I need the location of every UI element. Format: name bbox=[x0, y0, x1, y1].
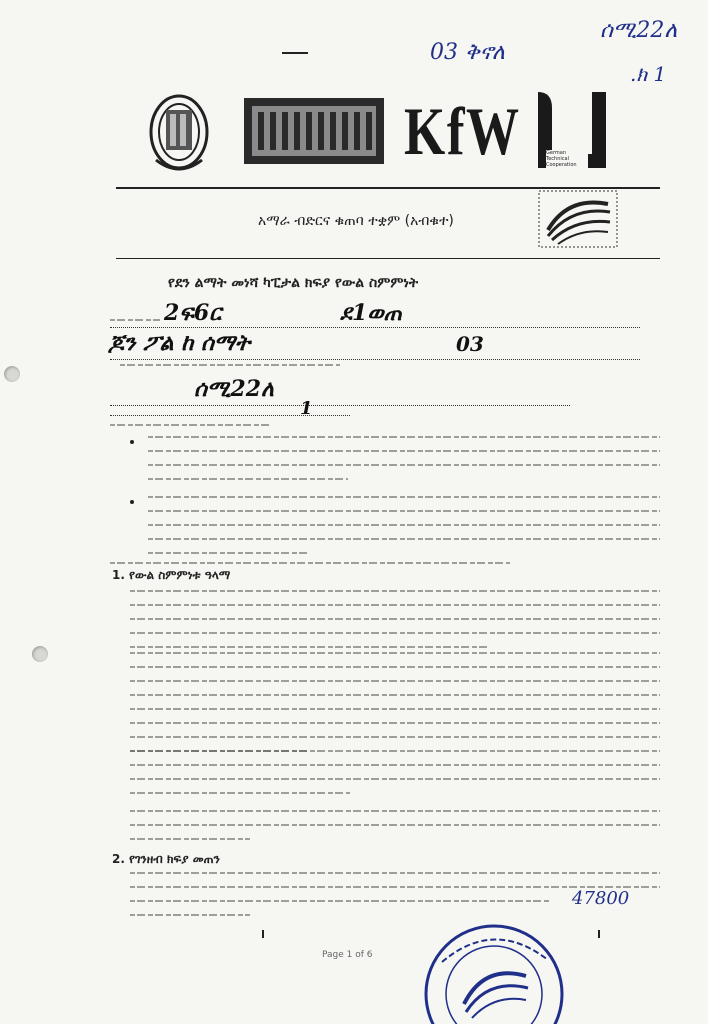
handwritten-field-1: 2ፍ6ር bbox=[164, 300, 222, 326]
field-row-4-underline bbox=[110, 414, 350, 416]
field-row-2-underline bbox=[110, 358, 640, 360]
official-stamp bbox=[414, 914, 574, 1024]
handwritten-field-3: ጆን ፖል ከ ሰማት bbox=[108, 330, 250, 356]
microfinance-logo bbox=[538, 190, 618, 248]
punch-hole-top bbox=[4, 366, 20, 382]
field-row-3-underline bbox=[110, 404, 570, 406]
header-rule-bottom bbox=[116, 258, 660, 259]
bottom-tick-left bbox=[262, 930, 264, 938]
bullet-1-text bbox=[148, 436, 660, 492]
section-2-heading: 2. የገንዘብ ክፍያ መጠን bbox=[112, 852, 220, 866]
handwritten-top-right-number: .ክ 1 bbox=[630, 62, 667, 86]
organization-name: አማራ ብድርና ቁጠባ ተቋም (አብቁተ) bbox=[258, 213, 454, 229]
building-block-logo bbox=[244, 98, 384, 164]
handwritten-field-6: 1 bbox=[300, 398, 313, 419]
section-1-heading: 1. የውል ስምምነቱ ዓላማ bbox=[112, 568, 231, 582]
punch-hole-bottom bbox=[32, 646, 48, 662]
bullet-1 bbox=[130, 440, 134, 444]
gtz-caption: German Technical Cooperation bbox=[546, 150, 588, 168]
document-title: የደን ልማት መነሻ ካፒታል ክፍያ የውል ስምምነት bbox=[168, 275, 419, 291]
handwritten-field-5: ሰሚ22ለ bbox=[194, 376, 274, 402]
handwritten-field-4: 03 bbox=[456, 332, 484, 356]
handwritten-amount: 47800 bbox=[572, 888, 630, 909]
bullet-2-text bbox=[148, 496, 660, 566]
clause-1-1-text bbox=[130, 590, 660, 660]
clause-1-2-text bbox=[130, 652, 660, 764]
top-dash bbox=[282, 52, 308, 54]
bullet-2 bbox=[130, 500, 134, 504]
handwritten-field-2: ደ1ወጠ bbox=[340, 300, 402, 326]
clause-1-4-text bbox=[130, 810, 660, 852]
clause-1-3-text bbox=[130, 750, 660, 806]
header-rule bbox=[116, 187, 660, 189]
kfw-logo: KfW bbox=[404, 93, 521, 169]
regional-emblem-logo bbox=[146, 92, 212, 178]
bottom-tick-right bbox=[598, 930, 600, 938]
handwritten-top-center: 03 ቅኖለ bbox=[430, 40, 505, 65]
footer-page-number: Page 1 of 6 bbox=[322, 950, 373, 960]
field-row-1-underline bbox=[110, 326, 640, 328]
handwritten-top-right: ሰሚ22ለ bbox=[600, 18, 678, 43]
